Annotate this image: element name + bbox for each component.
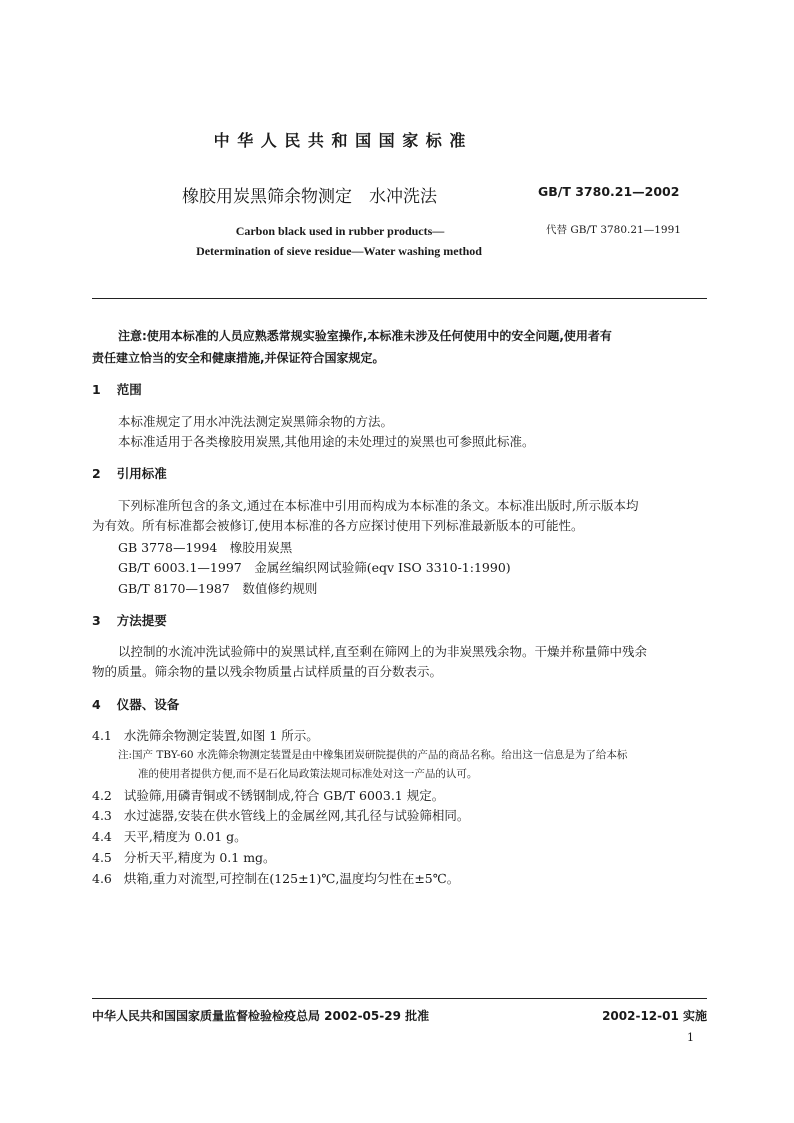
clause-text: 分析天平,精度为 0.1 mg。 bbox=[123, 850, 276, 865]
notice-line1: 注意:使用本标准的人员应熟悉常规实验室操作,本标准未涉及任何使用中的安全问题,使用者有 bbox=[118, 329, 612, 343]
clause-number: 4.6 bbox=[92, 871, 112, 886]
clause-text: 烘箱,重力对流型,可控制在(125±1)℃,温度均匀性在±5℃。 bbox=[123, 871, 460, 886]
clause-text: 水洗筛余物测定装置,如图 1 所示。 bbox=[123, 728, 319, 743]
section-2-number: 2 bbox=[92, 466, 101, 481]
section-2-heading bbox=[92, 464, 167, 482]
clause-text: 试验筛,用磷青铜或不锈钢制成,符合 GB/T 6003.1 规定。 bbox=[123, 788, 445, 803]
implementation-date: 2002-12-01 实施 bbox=[602, 1009, 707, 1023]
clause-4-6 bbox=[92, 869, 459, 887]
national-standard-heading: 中 华 人 民 共 和 国 国 家 标 准 bbox=[213, 131, 467, 150]
section-2-p1-line2: 为有效。所有标准都会被修订,使用本标准的各方应探讨使用下列标准最新版本的可能性。 bbox=[92, 518, 584, 533]
standard-code: GB/T 3780.21—2002 bbox=[538, 184, 680, 199]
clause-number: 4.4 bbox=[92, 829, 112, 844]
notice-line2: 责任建立恰当的安全和健康措施,并保证符合国家规定。 bbox=[92, 351, 385, 365]
section-1-p2: 本标准适用于各类橡胶用炭黑,其他用途的未处理过的炭黑也可参照此标准。 bbox=[118, 434, 535, 449]
section-1-title: 范围 bbox=[116, 382, 142, 397]
footer-divider bbox=[92, 998, 707, 999]
section-3-title: 方法提要 bbox=[116, 613, 167, 628]
title-en-line2: Determination of sieve residue—Water washing method bbox=[196, 244, 482, 258]
clause-4-3 bbox=[92, 806, 469, 824]
section-1-p1: 本标准规定了用水冲洗法测定炭黑筛余物的方法。 bbox=[118, 414, 394, 429]
clause-number: 4.1 bbox=[92, 728, 112, 743]
reference-item: GB/T 8170—1987 数值修约规则 bbox=[118, 581, 318, 596]
section-3-number: 3 bbox=[92, 613, 101, 628]
title-en-line1: Carbon black used in rubber products— bbox=[235, 224, 445, 238]
clause-4-4 bbox=[92, 827, 247, 845]
header-divider bbox=[92, 298, 707, 299]
issuer-approval: 中华人民共和国国家质量监督检验检疫总局 2002-05-29 批准 bbox=[92, 1009, 430, 1023]
section-4-heading bbox=[92, 695, 179, 713]
reference-item: GB 3778—1994 橡胶用炭黑 bbox=[118, 540, 293, 555]
section-1-number: 1 bbox=[92, 382, 101, 397]
note-line1: 注:国产 TBY-60 水洗筛余物测定装置是由中橡集团炭研院提供的产品的商品名称。给出这一信息是为了给本标 bbox=[118, 749, 628, 761]
section-2-title: 引用标准 bbox=[116, 466, 167, 481]
section-3-p1-line1: 以控制的水流冲洗试验筛中的炭黑试样,直至剩在筛网上的为非炭黑残余物。干燥并称量筛中残余 bbox=[118, 644, 647, 659]
section-3-p1-line2: 物的质量。筛余物的量以残余物质量占试样质量的百分数表示。 bbox=[92, 664, 443, 679]
title-cn: 橡胶用炭黑筛余物测定 水冲洗法 bbox=[182, 187, 437, 207]
section-2-p1-line1: 下列标准所包含的条文,通过在本标准中引用而构成为本标准的条文。本标准出版时,所示版本均 bbox=[118, 498, 639, 513]
note-line2: 准的使用者提供方便,而不是石化局政策法规司标准处对这一产品的认可。 bbox=[138, 768, 478, 780]
page-number: 1 bbox=[687, 1031, 694, 1044]
replaces-standard: 代替 GB/T 3780.21—1991 bbox=[546, 224, 681, 236]
clause-number: 4.3 bbox=[92, 808, 112, 823]
clause-4-5 bbox=[92, 848, 276, 866]
clause-text: 水过滤器,安装在供水管线上的金属丝网,其孔径与试验筛相同。 bbox=[123, 808, 470, 823]
section-4-title: 仪器、设备 bbox=[116, 697, 180, 712]
clause-number: 4.5 bbox=[92, 850, 112, 865]
clause-4-2 bbox=[92, 786, 444, 804]
clause-number: 4.2 bbox=[92, 788, 112, 803]
clause-4-1 bbox=[92, 726, 319, 744]
section-4-number: 4 bbox=[92, 697, 101, 712]
section-3-heading bbox=[92, 611, 167, 629]
section-1-heading bbox=[92, 380, 142, 398]
clause-text: 天平,精度为 0.01 g。 bbox=[123, 829, 247, 844]
reference-item: GB/T 6003.1—1997 金属丝编织网试验筛(eqv ISO 3310-1:1990) bbox=[118, 560, 511, 575]
